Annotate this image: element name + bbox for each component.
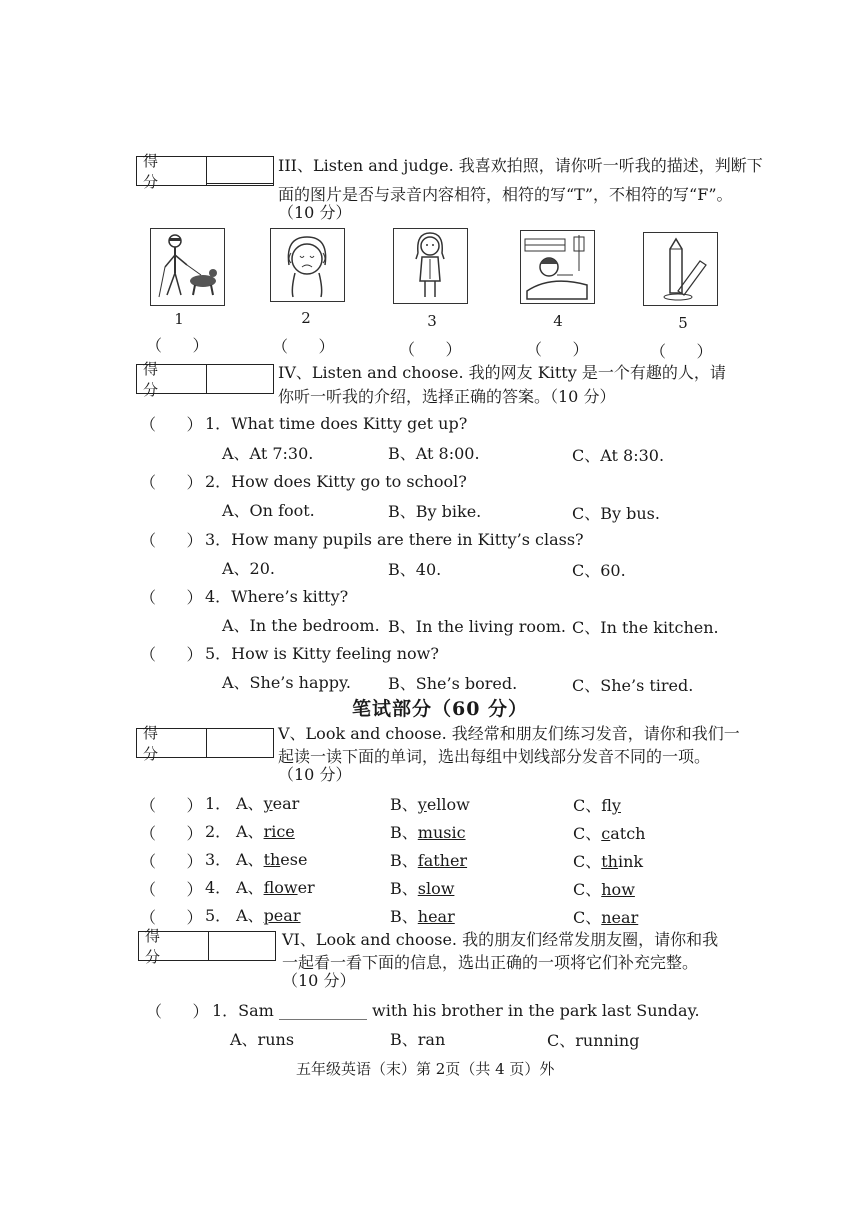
picture-5 bbox=[643, 232, 718, 306]
section4-q4-option-c: C、In the kitchen. bbox=[572, 618, 719, 637]
section4-q3-option-a: A、20. bbox=[222, 559, 276, 578]
score-blank bbox=[207, 365, 273, 393]
section6-instruction-line1: VI、Look and choose. 我的朋友们经常发朋友圈，请你和我 bbox=[282, 930, 719, 949]
picture-1 bbox=[150, 228, 225, 306]
section5-q5-option-c: C、near bbox=[573, 908, 639, 927]
section5-q2-option-b: B、music bbox=[390, 823, 466, 842]
section4-q4-option-b: B、In the living room. bbox=[388, 617, 566, 636]
score-underline bbox=[206, 757, 274, 758]
section4-q3-option-c: C、60. bbox=[572, 561, 626, 580]
section5-score: （10 分） bbox=[278, 765, 352, 784]
section6-q1-blank[interactable]: （ ） bbox=[146, 1002, 209, 1021]
section5-q3-blank[interactable]: （ ） bbox=[140, 852, 203, 871]
score-box-section6 bbox=[138, 927, 276, 966]
section4-q4-text: 4．Where’s kitty? bbox=[205, 587, 349, 606]
section3-instruction-line1: III、Listen and judge. 我喜欢拍照，请你听一听我的描述，判断下 bbox=[278, 156, 763, 175]
answer-blank-4[interactable]: （ ） bbox=[526, 340, 589, 359]
section4-q2-text: 2．How does Kitty go to school? bbox=[205, 472, 467, 491]
section6-q1-option-a: A、runs bbox=[230, 1030, 295, 1049]
section5-q4-option-c: C、how bbox=[573, 880, 635, 899]
girl-standing-icon bbox=[394, 229, 466, 302]
section4-q5-option-b: B、She’s bored. bbox=[388, 674, 518, 693]
score-box-section5 bbox=[136, 724, 274, 763]
score-box-section3 bbox=[136, 152, 274, 191]
boy-sick-in-bed-icon bbox=[521, 231, 593, 302]
picture-3 bbox=[393, 228, 468, 304]
blind-man-with-guide-dog-icon bbox=[151, 229, 223, 304]
score-label: 得 分 bbox=[137, 729, 207, 757]
section5-q2-option-a: A、rice bbox=[236, 822, 295, 841]
section5-q5-blank[interactable]: （ ） bbox=[140, 908, 203, 927]
score-underline bbox=[206, 183, 274, 184]
section6-score: （10 分） bbox=[282, 971, 356, 990]
section4-q2-option-a: A、On foot. bbox=[222, 501, 315, 520]
written-part-title: 笔试部分（60 分） bbox=[352, 698, 529, 720]
score-underline bbox=[208, 960, 276, 961]
section5-q5-number: 5． bbox=[205, 906, 232, 925]
section4-q5-text: 5．How is Kitty feeling now? bbox=[205, 644, 439, 663]
section5-q3-option-a: A、these bbox=[236, 850, 308, 869]
answer-blank-3[interactable]: （ ） bbox=[399, 340, 462, 359]
section5-q3-option-b: B、father bbox=[390, 851, 468, 870]
section4-q5-option-a: A、She’s happy. bbox=[222, 673, 352, 692]
picture-number-3: 3 bbox=[427, 312, 437, 330]
section4-q3-blank[interactable]: （ ） bbox=[140, 531, 203, 550]
answer-blank-2[interactable]: （ ） bbox=[272, 337, 335, 356]
section4-q1-option-a: A、At 7:30. bbox=[222, 444, 314, 463]
section5-q3-number: 3． bbox=[205, 850, 232, 869]
section4-q1-blank[interactable]: （ ） bbox=[140, 415, 203, 434]
answer-blank-1[interactable]: （ ） bbox=[146, 336, 209, 355]
section5-q1-blank[interactable]: （ ） bbox=[140, 796, 203, 815]
section5-q4-number: 4． bbox=[205, 878, 232, 897]
score-blank bbox=[207, 729, 273, 757]
section4-q3-text: 3．How many pupils are there in Kitty’s class? bbox=[205, 530, 584, 549]
section6-q1-text: 1．Sam ___________ with his brother in the park last Sunday. bbox=[212, 1001, 700, 1020]
score-label: 得 分 bbox=[137, 365, 207, 393]
section5-q4-option-a: A、flower bbox=[236, 878, 315, 897]
section6-instruction-line2: 一起看一看下面的信息，选出正确的一项将它们补充完整。 bbox=[282, 953, 699, 972]
section6-q1-option-c: C、running bbox=[547, 1031, 640, 1050]
medicine-bottle-icon bbox=[644, 233, 716, 304]
picture-number-2: 2 bbox=[301, 309, 311, 327]
section5-q4-blank[interactable]: （ ） bbox=[140, 880, 203, 899]
section4-q2-option-b: B、By bike. bbox=[388, 502, 482, 521]
picture-number-4: 4 bbox=[553, 312, 563, 330]
section4-q5-blank[interactable]: （ ） bbox=[140, 645, 203, 664]
score-underline bbox=[206, 393, 274, 394]
section5-q1-option-a: A、year bbox=[236, 794, 300, 813]
section4-instruction-line1: IV、Listen and choose. 我的网友 Kitty 是一个有趣的人，请 bbox=[278, 363, 726, 382]
section4-q5-option-c: C、She’s tired. bbox=[572, 676, 694, 695]
score-blank bbox=[207, 157, 273, 185]
section5-q1-option-b: B、yellow bbox=[390, 795, 470, 814]
score-label: 得 分 bbox=[139, 932, 209, 960]
score-label: 得 分 bbox=[137, 157, 207, 185]
score-box-section4 bbox=[136, 360, 274, 399]
section4-q4-blank[interactable]: （ ） bbox=[140, 588, 203, 607]
section4-q1-option-c: C、At 8:30. bbox=[572, 446, 665, 465]
section4-q2-blank[interactable]: （ ） bbox=[140, 473, 203, 492]
score-blank bbox=[209, 932, 275, 960]
section5-q2-blank[interactable]: （ ） bbox=[140, 824, 203, 843]
picture-2 bbox=[270, 228, 345, 302]
section5-q5-option-b: B、hear bbox=[390, 907, 455, 926]
section5-q3-option-c: C、think bbox=[573, 852, 644, 871]
crying-girl-icon bbox=[271, 229, 343, 300]
picture-4 bbox=[520, 230, 595, 304]
section4-q4-option-a: A、In the bedroom. bbox=[222, 616, 380, 635]
section5-q1-number: 1． bbox=[205, 794, 232, 813]
section5-q2-number: 2． bbox=[205, 822, 232, 841]
answer-blank-5[interactable]: （ ） bbox=[650, 342, 713, 361]
picture-number-5: 5 bbox=[678, 314, 688, 332]
section4-q2-option-c: C、By bus. bbox=[572, 504, 660, 523]
section5-q4-option-b: B、slow bbox=[390, 879, 455, 898]
section4-instruction-line2: 你听一听我的介绍，选择正确的答案。（10 分） bbox=[278, 387, 616, 406]
section5-instruction-line2: 起读一读下面的单词，选出每组中划线部分发音不同的一项。 bbox=[278, 747, 711, 766]
section5-instruction-line1: V、Look and choose. 我经常和朋友们练习发音，请你和我们一 bbox=[278, 724, 740, 743]
section5-q5-option-a: A、pear bbox=[236, 906, 301, 925]
section4-q3-option-b: B、40. bbox=[388, 560, 442, 579]
section3-score: （10 分） bbox=[278, 203, 352, 222]
section5-q1-option-c: C、fly bbox=[573, 796, 621, 815]
section6-q1-option-b: B、ran bbox=[390, 1030, 446, 1049]
section4-q1-option-b: B、At 8:00. bbox=[388, 444, 480, 463]
section3-instruction-line2: 面的图片是否与录音内容相符，相符的写“T”，不相符的写“F”。 bbox=[278, 185, 733, 204]
section4-q1-text: 1．What time does Kitty get up? bbox=[205, 414, 468, 433]
picture-number-1: 1 bbox=[174, 310, 184, 328]
page-footer: 五年级英语（末）第 2页（共 4 页）外 bbox=[296, 1060, 555, 1078]
section5-q2-option-c: C、catch bbox=[573, 824, 646, 843]
